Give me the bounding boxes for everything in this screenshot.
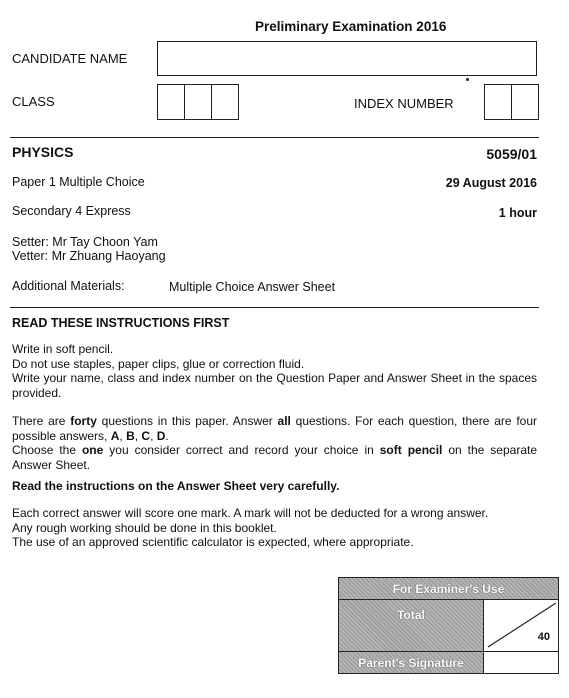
instruction-line: Do not use staples, paper clips, glue or correction fluid. — [12, 356, 305, 371]
parent-signature-cell[interactable] — [484, 652, 559, 674]
parent-signature-label: Parent's Signature — [339, 652, 484, 674]
candidate-name-label: CANDIDATE NAME — [12, 51, 128, 66]
class-field[interactable] — [157, 84, 239, 120]
index-number-label: INDEX NUMBER — [354, 96, 454, 111]
vetter: Vetter: Mr Zhuang Haoyang — [12, 249, 166, 263]
instruction-choose: Choose the one you consider correct and record your choice in soft pencil on the separate Answer Sheet. — [12, 443, 537, 472]
instruction-line: Write your name, class and index number on the Question Paper and Answer Sheet in the spaces provided. — [12, 371, 537, 400]
instruction-line: Write in soft pencil. — [12, 342, 114, 356]
instruction-questions: There are forty questions in this paper. Answer all questions. For each question, there are four possible answers, A, B, C, D. — [12, 414, 538, 443]
instruction-line: Each correct answer will score one mark. A mark will not be deducted for a wrong answer. — [12, 506, 489, 520]
answer-sheet-note: Read the instructions on the Answer Sheet very carefully. — [12, 479, 340, 493]
setter: Setter: Mr Tay Choon Yam — [12, 235, 158, 249]
candidate-name-field[interactable] — [157, 41, 537, 76]
exam-date: 29 August 2016 — [445, 176, 537, 190]
instruction-line: The use of an approved scientific calculator is expected, where appropriate. — [12, 535, 414, 549]
index-cell[interactable] — [512, 85, 538, 119]
class-cell[interactable] — [212, 85, 238, 119]
materials-label: Additional Materials: — [12, 279, 125, 293]
total-label-cell: Total — [339, 600, 484, 652]
ink-dot — [466, 78, 469, 81]
paper-type: Paper 1 Multiple Choice — [12, 175, 145, 189]
divider-top — [10, 137, 539, 138]
level: Secondary 4 Express — [12, 204, 131, 218]
class-cell[interactable] — [185, 85, 212, 119]
class-label: CLASS — [12, 94, 55, 109]
exam-title: Preliminary Examination 2016 — [255, 19, 447, 34]
instructions-block-1 — [12, 342, 537, 400]
instruction-line: Any rough working should be done in this booklet. — [12, 520, 277, 535]
index-cell[interactable] — [485, 85, 512, 119]
index-number-field[interactable] — [484, 84, 539, 120]
subject-name: PHYSICS — [12, 144, 74, 160]
materials-value: Multiple Choice Answer Sheet — [169, 280, 336, 294]
examiner-header: For Examiner's Use — [339, 578, 559, 600]
total-score-cell[interactable] — [484, 600, 559, 652]
duration: 1 hour — [498, 206, 537, 220]
subject-code: 5059/01 — [486, 146, 537, 162]
class-cell[interactable] — [158, 85, 185, 119]
examiner-table — [338, 577, 559, 674]
instructions-block-2 — [12, 414, 537, 472]
instructions-block-3 — [12, 506, 537, 550]
instructions-heading: READ THESE INSTRUCTIONS FIRST — [12, 316, 230, 330]
total-max-score: 40 — [537, 631, 550, 643]
divider-middle — [10, 307, 539, 308]
